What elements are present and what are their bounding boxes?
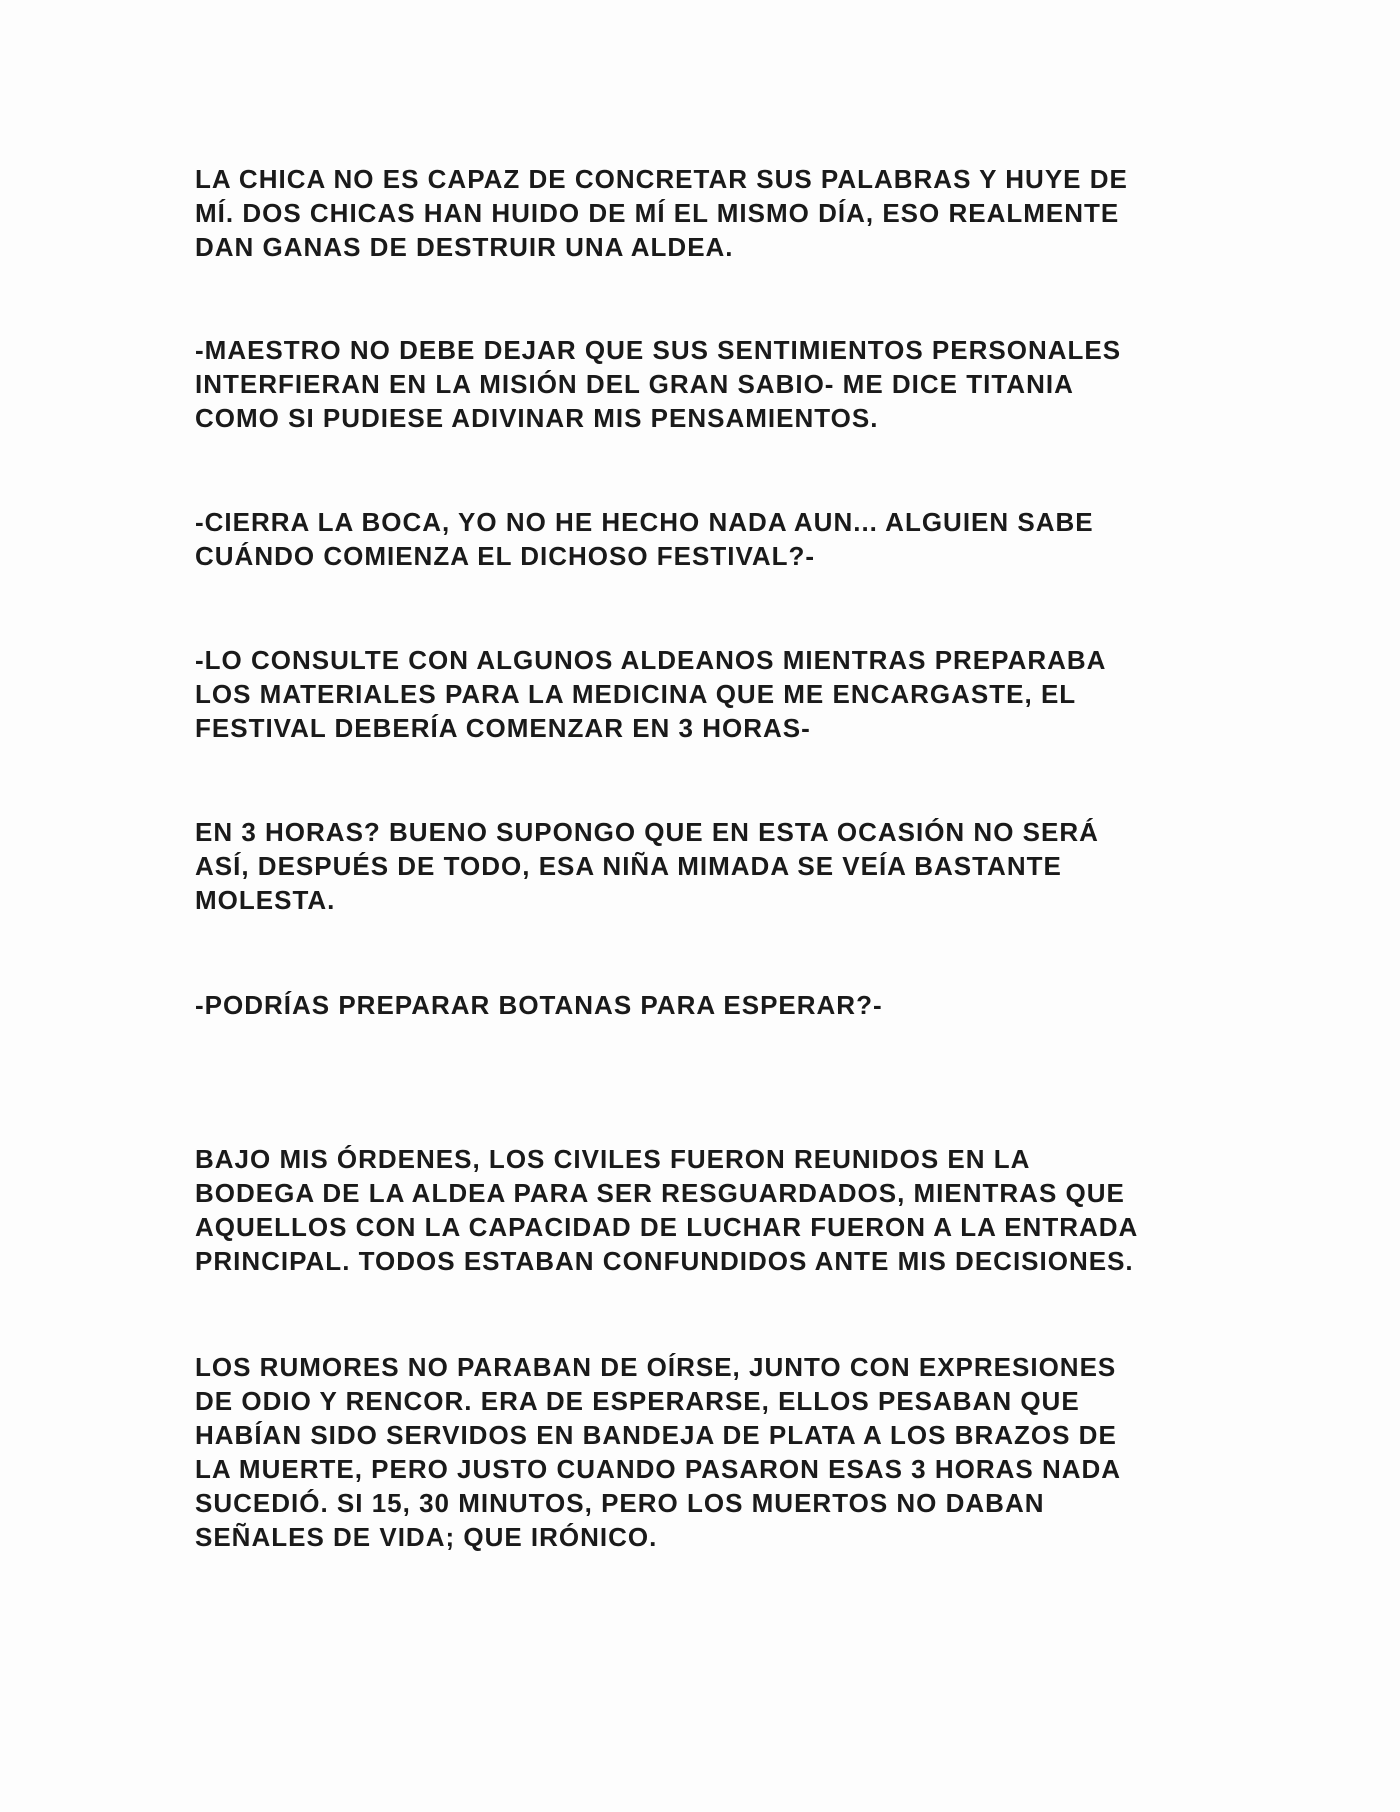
paragraph-4: -LO CONSULTE CON ALGUNOS ALDEANOS MIENTRAS PREPARABA LOS MATERIALES PARA LA MEDICINA QUE ME ENCARGASTE, EL FESTIVAL DEBERÍA COMENZAR EN 3 HORAS- [195, 645, 1107, 743]
paragraph-1: LA CHICA NO ES CAPAZ DE CONCRETAR SUS PALABRAS Y HUYE DE MÍ. DOS CHICAS HAN HUIDO DE MÍ EL MISMO DÍA, ESO REALMENTE DAN GANAS DE DESTRUIR UNA ALDEA. [195, 164, 1128, 262]
paragraph-7: BAJO MIS ÓRDENES, LOS CIVILES FUERON REUNIDOS EN LA BODEGA DE LA ALDEA PARA SER RESGUARDADOS, MIENTRAS QUE AQUELLOS CON LA CAPACIDAD DE LUCHAR FUERON A LA ENTRADA PRINCIPAL. TODOS ESTABAN CONFUNDIDOS ANTE MIS DECISIONES. [195, 1144, 1139, 1276]
paragraph-8: LOS RUMORES NO PARABAN DE OÍRSE, JUNTO CON EXPRESIONES DE ODIO Y RENCOR. ERA DE ESPERARSE, ELLOS PESABAN QUE HABÍAN SIDO SERVIDOS EN BANDEJA DE PLATA A LOS BRAZOS DE LA MUERTE, PERO JUSTO CUANDO PASARON ESAS 3 HORAS NADA SUCEDIÓ. SI 15, 30 MINUTOS, PERO LOS MUERTOS NO DABAN SEÑALES DE VIDA; QUE IRÓNICO. [195, 1352, 1122, 1552]
paragraph-6: -PODRÍAS PREPARAR BOTANAS PARA ESPERAR?- [195, 990, 883, 1020]
paragraph-5: EN 3 HORAS? BUENO SUPONGO QUE EN ESTA OCASIÓN NO SERÁ ASÍ, DESPUÉS DE TODO, ESA NIÑA MIMADA SE VEÍA BASTANTE MOLESTA. [195, 817, 1099, 915]
paragraph-3: -CIERRA LA BOCA, YO NO HE HECHO NADA AUN... ALGUIEN SABE CUÁNDO COMIENZA EL DICHOSO FESTIVAL?- [195, 507, 1094, 571]
paragraph-2: -MAESTRO NO DEBE DEJAR QUE SUS SENTIMIENTOS PERSONALES INTERFIERAN EN LA MISIÓN DEL GRAN SABIO- ME DICE TITANIA COMO SI PUDIESE ADIVINAR MIS PENSAMIENTOS. [195, 335, 1122, 433]
